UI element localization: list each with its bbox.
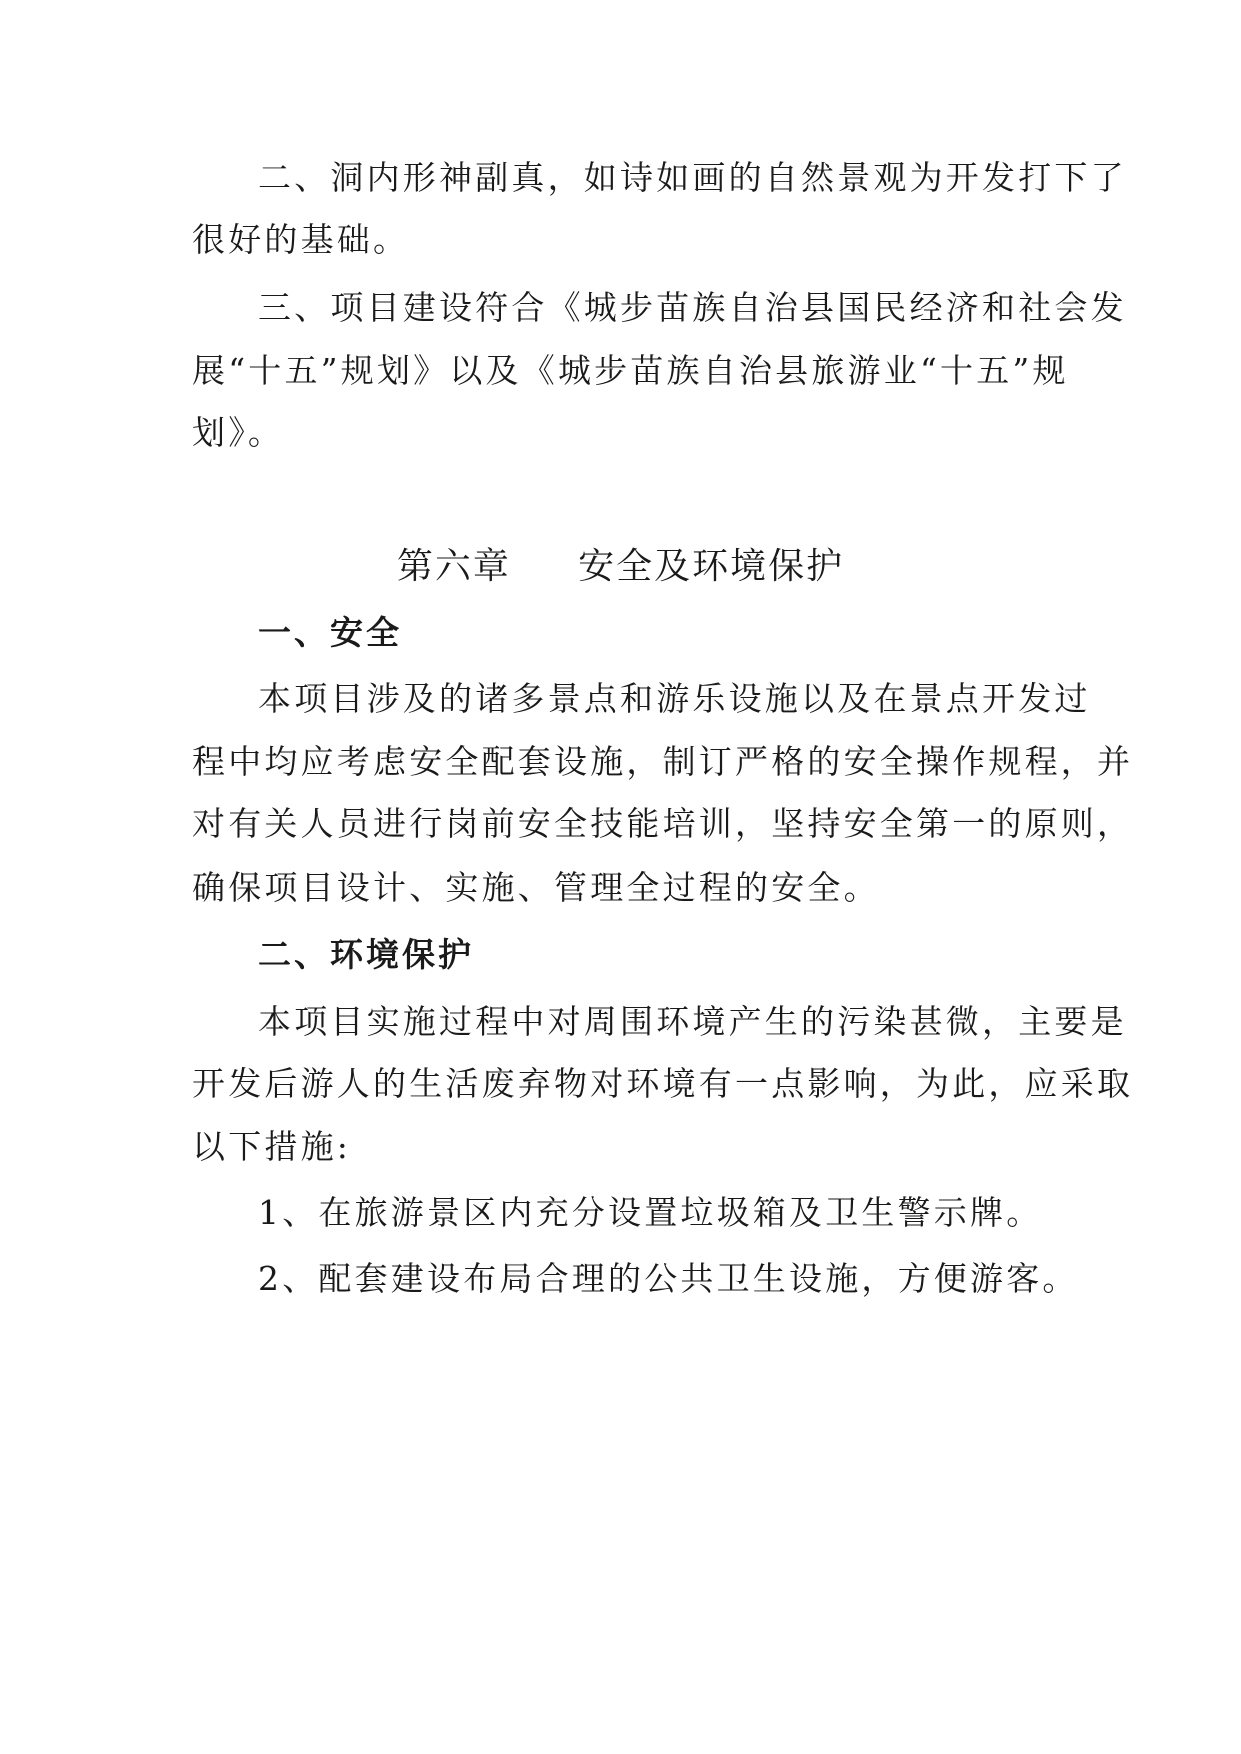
- safety-line-1: 本项目涉及的诸多景点和游乐设施以及在景点开发过: [258, 679, 1091, 718]
- environment-line-3: 以下措施:: [192, 1127, 352, 1166]
- safety-section-title: 一、安全: [258, 613, 402, 652]
- environment-measure-1: 1、在旅游景区内充分设置垃圾箱及卫生警示牌。: [258, 1193, 1043, 1232]
- point-2-line-1: 二、洞内形神副真，如诗如画的自然景观为开发打下了: [258, 158, 1127, 197]
- safety-line-2: 程中均应考虑安全配套设施，制订严格的安全操作规程，并: [192, 742, 1134, 781]
- point-3-line-1: 三、项目建设符合《城步苗族自治县国民经济和社会发: [258, 288, 1127, 327]
- point-3-line-2: 展“十五”规划》以及《城步苗族自治县旅游业“十五”规: [192, 351, 1069, 390]
- chapter-title: 第六章 安全及环境保护: [396, 546, 845, 587]
- environment-line-2: 开发后游人的生活废弃物对环境有一点影响，为此，应采取: [192, 1064, 1134, 1103]
- environment-section-title: 二、环境保护: [258, 935, 474, 974]
- environment-line-1: 本项目实施过程中对周围环境产生的污染甚微，主要是: [258, 1002, 1127, 1041]
- safety-line-3: 对有关人员进行岗前安全技能培训，坚持安全第一的原则，: [192, 804, 1134, 843]
- point-2-line-2: 很好的基础。: [192, 220, 410, 259]
- safety-line-4: 确保项目设计、实施、管理全过程的安全。: [192, 868, 880, 907]
- environment-measure-2: 2、配套建设布局合理的公共卫生设施，方便游客。: [258, 1259, 1079, 1298]
- point-3-line-3: 划》。: [192, 413, 285, 452]
